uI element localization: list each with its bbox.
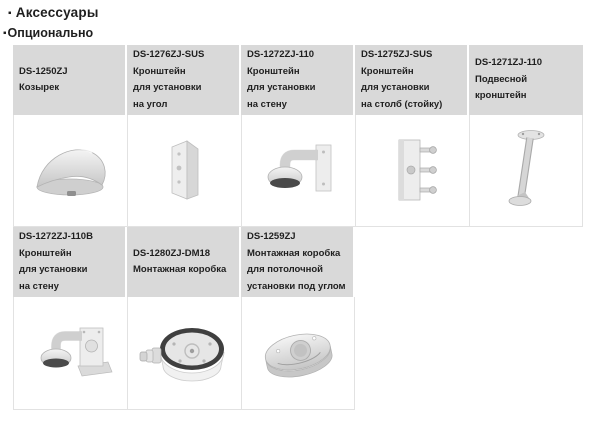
header-cell-ds-1275zj-sus xyxy=(355,45,469,115)
model-description: Кронштейн xyxy=(247,65,300,77)
model-number: DS-1272ZJ-110 xyxy=(247,49,315,60)
image-cell-ds-1271zj-110 xyxy=(469,115,583,227)
pendant-bracket-product-image xyxy=(499,126,553,216)
empty-cell xyxy=(355,297,469,410)
junction-box-product-image xyxy=(138,320,232,386)
empty-cell xyxy=(469,227,583,297)
bullet-icon: ▪ xyxy=(3,28,7,39)
model-description: Подвесной xyxy=(475,73,528,85)
header-cell-ds-1280zj-dm18 xyxy=(127,227,241,297)
model-description: Кронштейн xyxy=(19,247,72,259)
image-cell-ds-1280zj-dm18 xyxy=(127,297,241,410)
header-cell-ds-1271zj-110 xyxy=(469,45,583,115)
optional-heading xyxy=(3,26,93,40)
model-description: для потолочной xyxy=(247,264,324,275)
empty-cell xyxy=(469,297,583,410)
model-number: DS-1276ZJ-SUS xyxy=(133,49,205,60)
header-cell-ds-1276zj-sus xyxy=(127,45,241,115)
corner-bracket-product-image xyxy=(165,138,205,204)
model-description: Монтажная коробка xyxy=(247,247,341,259)
model-number: DS-1280ZJ-DM18 xyxy=(133,247,211,259)
model-description: для установки xyxy=(361,82,430,93)
model-number: DS-1275ZJ-SUS xyxy=(361,49,433,60)
header-cell-ds-1272zj-110b xyxy=(13,227,127,297)
optional-heading-label: Опционально xyxy=(7,26,94,40)
model-description: для установки xyxy=(247,82,316,93)
model-number: DS-1250ZJ xyxy=(19,65,68,77)
model-description: на столб (стойку) xyxy=(361,98,443,110)
image-cell-ds-1250zj xyxy=(13,115,127,227)
model-description: для установки xyxy=(19,264,88,275)
model-description: Козырек xyxy=(19,82,60,93)
model-number: DS-1259ZJ xyxy=(247,231,296,242)
model-description: установки под углом xyxy=(247,280,346,292)
wall-bracket-box-product-image xyxy=(28,318,114,388)
inclined-ceiling-box-product-image xyxy=(254,323,342,383)
model-description: для установки xyxy=(133,82,202,93)
model-number: DS-1271ZJ-110 xyxy=(475,57,543,69)
accessories-heading-label: Аксессуары xyxy=(15,5,99,20)
image-cell-ds-1259zj xyxy=(241,297,355,410)
header-cell-ds-1272zj-110 xyxy=(241,45,355,115)
header-cell-ds-1259zj xyxy=(241,227,355,297)
model-description: Кронштейн xyxy=(361,65,414,77)
image-cell-ds-1276zj-sus xyxy=(127,115,241,227)
model-description: Кронштейн xyxy=(133,65,186,77)
bullet-icon: ▪ xyxy=(8,8,12,19)
image-cell-ds-1275zj-sus xyxy=(355,115,469,227)
image-cell-ds-1272zj-110 xyxy=(241,115,355,227)
model-description: Монтажная коробка xyxy=(133,264,227,275)
accessories-table xyxy=(13,45,583,410)
wall-bracket-product-image xyxy=(258,139,340,203)
model-description: кронштейн xyxy=(475,90,527,102)
pole-bracket-product-image xyxy=(384,135,442,207)
model-number: DS-1272ZJ-110B xyxy=(19,231,93,242)
image-cell-ds-1272zj-110b xyxy=(13,297,127,410)
header-cell-ds-1250zj xyxy=(13,45,127,115)
model-description: на стену xyxy=(247,98,287,110)
empty-cell xyxy=(355,227,469,297)
model-description: на стену xyxy=(19,280,59,292)
visor-product-image xyxy=(29,138,113,204)
accessories-heading xyxy=(8,5,99,20)
model-description: на угол xyxy=(133,98,168,110)
